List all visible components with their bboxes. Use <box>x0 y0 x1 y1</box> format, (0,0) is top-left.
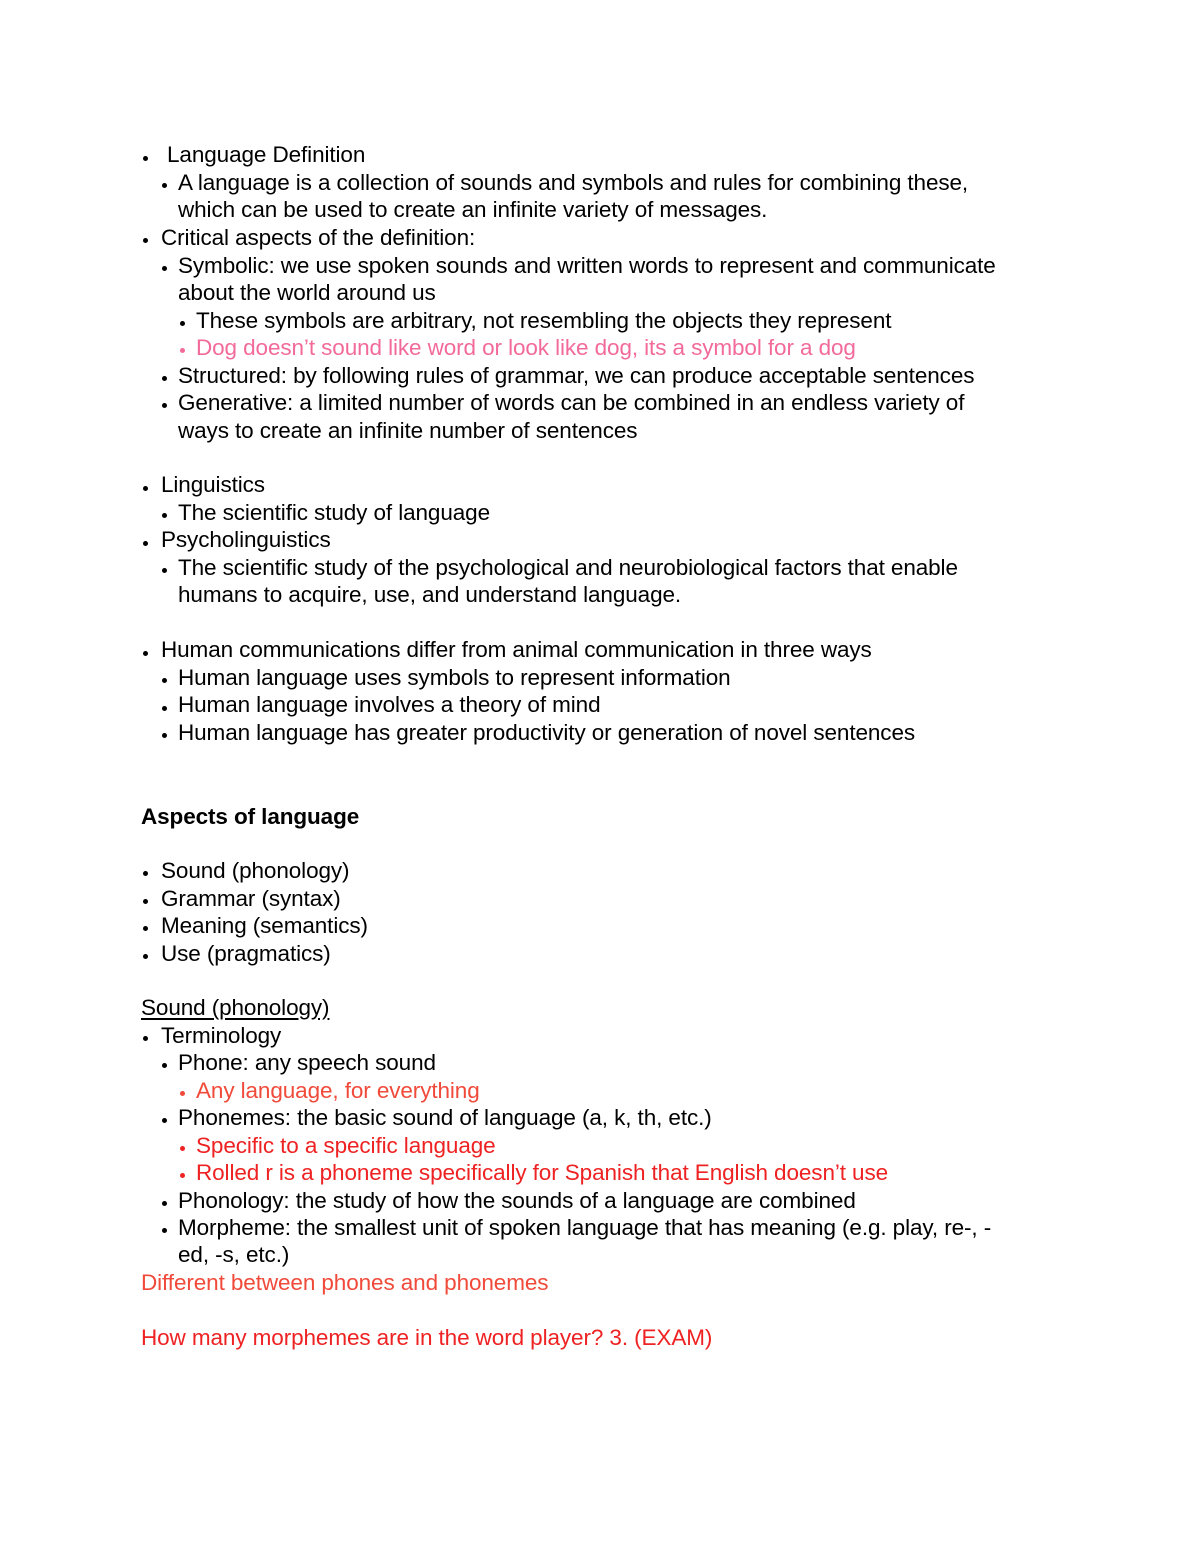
psycholinguistics-heading: Psycholinguistics <box>161 527 331 552</box>
aspects-list-item: Sound (phonology) <box>161 858 350 883</box>
language-definition-body-line-2: which can be used to create an infinite variety of messages. <box>178 197 768 222</box>
bullet-icon <box>162 568 167 573</box>
bullet-icon <box>180 1091 185 1096</box>
phonemes-definition: Phonemes: the basic sound of language (a, k, th, etc.) <box>178 1105 712 1130</box>
dog-symbol-note: Dog doesn’t sound like word or look like dog, its a symbol for a dog <box>196 335 856 360</box>
generative-line-2: ways to create an infinite number of sentences <box>178 418 638 443</box>
bullet-icon <box>162 706 167 711</box>
symbolic-line-2: about the world around us <box>178 280 436 305</box>
human-communication-item: Human language uses symbols to represent information <box>178 665 731 690</box>
phonemes-note: Rolled r is a phoneme specifically for Spanish that English doesn’t use <box>196 1160 889 1185</box>
exam-note: How many morphemes are in the word player? 3. (EXAM) <box>141 1325 713 1350</box>
sound-phonology-heading: Sound (phonology) <box>141 995 330 1020</box>
language-definition-body-line-1: A language is a collection of sounds and symbols and rules for combining these, <box>178 170 969 195</box>
morpheme-definition-line-1: Morpheme: the smallest unit of spoken language that has meaning (e.g. play, re-, - <box>178 1215 992 1240</box>
bullet-icon <box>162 513 167 518</box>
critical-aspects-heading: Critical aspects of the definition: <box>161 225 476 250</box>
structured-line: Structured: by following rules of grammar, we can produce acceptable sentences <box>178 363 975 388</box>
arbitrary-symbols-line: These symbols are arbitrary, not resembling the objects they represent <box>196 308 892 333</box>
bullet-icon <box>162 266 167 271</box>
bullet-icon <box>162 403 167 408</box>
symbolic-line-1: Symbolic: we use spoken sounds and written words to represent and communicate <box>178 253 996 278</box>
morpheme-definition-line-2: ed, -s, etc.) <box>178 1242 290 1267</box>
bullet-icon <box>162 1118 167 1123</box>
phone-note: Any language, for everything <box>196 1078 480 1103</box>
bullet-icon <box>143 926 148 931</box>
bullet-icon <box>180 348 185 353</box>
phonemes-note: Specific to a specific language <box>196 1133 496 1158</box>
bullet-icon <box>162 376 167 381</box>
difference-note: Different between phones and phonemes <box>141 1270 549 1295</box>
aspects-list-item: Grammar (syntax) <box>161 886 341 911</box>
linguistics-body: The scientific study of language <box>178 500 490 525</box>
bullet-icon <box>162 1201 167 1206</box>
generative-line-1: Generative: a limited number of words can be combined in an endless variety of <box>178 390 965 415</box>
terminology-heading: Terminology <box>161 1023 282 1048</box>
linguistics-heading: Linguistics <box>161 472 265 497</box>
language-definition-heading: Language Definition <box>167 142 366 167</box>
phone-definition: Phone: any speech sound <box>178 1050 436 1075</box>
bullet-icon <box>143 1036 148 1041</box>
bullet-icon <box>143 541 148 546</box>
bullet-icon <box>143 486 148 491</box>
bullet-icon <box>143 651 148 656</box>
bullet-icon <box>162 1063 167 1068</box>
psycholinguistics-body-line-2: humans to acquire, use, and understand language. <box>178 582 682 607</box>
phonology-definition: Phonology: the study of how the sounds of a language are combined <box>178 1188 856 1213</box>
bullet-icon <box>143 899 148 904</box>
aspects-of-language-heading: Aspects of language <box>141 804 360 829</box>
bullet-icon <box>143 156 148 161</box>
bullet-icon <box>143 238 148 243</box>
bullet-icon <box>143 871 148 876</box>
bullet-icon <box>143 954 148 959</box>
bullet-icon <box>180 1146 185 1151</box>
bullet-icon <box>162 1228 167 1233</box>
human-communication-item: Human language has greater productivity or generation of novel sentences <box>178 720 916 745</box>
bullet-icon <box>162 678 167 683</box>
bullet-icon <box>162 183 167 188</box>
aspects-list-item: Meaning (semantics) <box>161 913 368 938</box>
human-communication-item: Human language involves a theory of mind <box>178 692 601 717</box>
bullet-icon <box>180 1173 185 1178</box>
bullet-icon <box>180 321 185 326</box>
aspects-list-item: Use (pragmatics) <box>161 941 331 966</box>
psycholinguistics-body-line-1: The scientific study of the psychological and neurobiological factors that enable <box>178 555 958 580</box>
human-communication-heading: Human communications differ from animal communication in three ways <box>161 637 872 662</box>
bullet-icon <box>162 733 167 738</box>
